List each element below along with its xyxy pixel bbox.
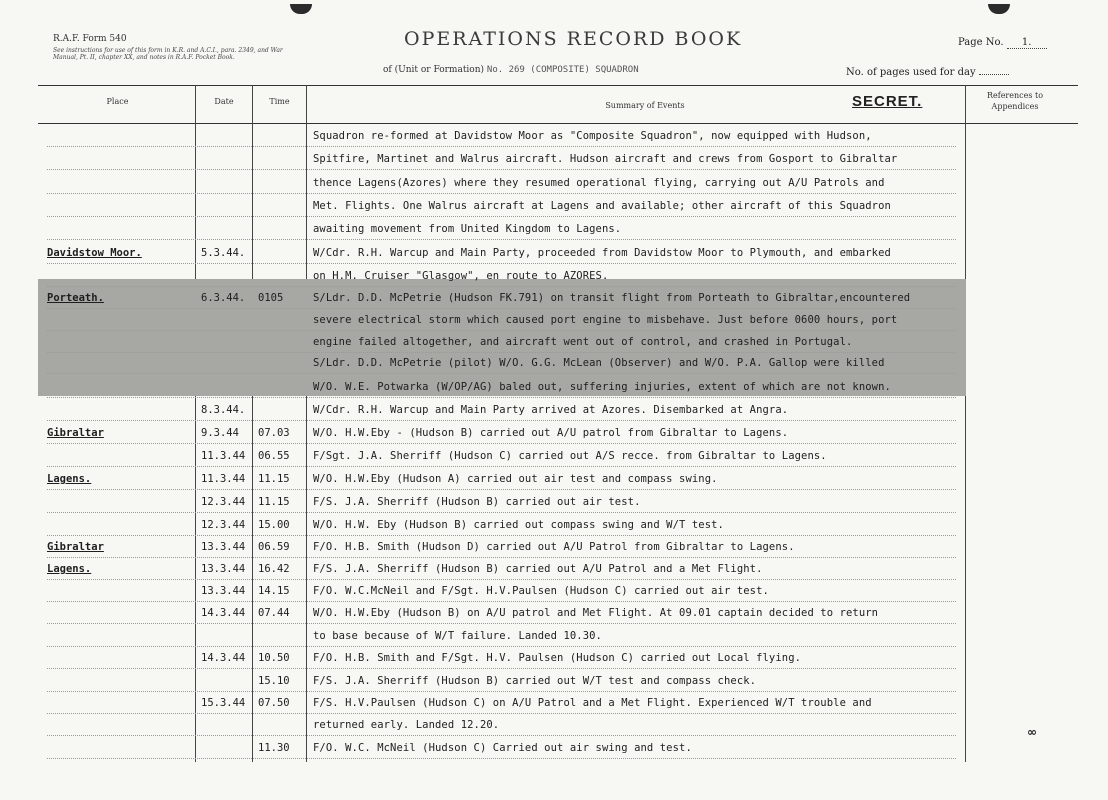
entry-summary: engine failed altogether, and aircraft went out of control, and crashed in Portugal. bbox=[313, 336, 853, 348]
row-rule bbox=[47, 535, 956, 536]
entry-time: 14.15 bbox=[258, 585, 290, 597]
entry-summary: W/O. H.W.Eby (Hudson B) on A/U patrol and Met Flight. At 09.01 captain decided to return bbox=[313, 607, 879, 619]
entry-place: Davidstow Moor. bbox=[47, 247, 142, 259]
entry-date: 9.3.44 bbox=[201, 427, 239, 439]
punch-hole bbox=[988, 4, 1010, 14]
entry-summary: W/O. H.W. Eby (Hudson B) carried out compass swing and W/T test. bbox=[313, 519, 724, 531]
entry-summary: F/S. J.A. Sherriff (Hudson B) carried out W/T test and compass check. bbox=[313, 675, 757, 687]
row-rule bbox=[47, 373, 956, 374]
entry-summary: awaiting movement from United Kingdom to Lagens. bbox=[313, 223, 622, 235]
row-rule bbox=[47, 308, 956, 309]
unit-value: No. 269 (COMPOSITE) SQUADRON bbox=[486, 65, 639, 75]
entry-date: 13.3.44 bbox=[201, 541, 246, 553]
row-rule bbox=[47, 601, 956, 602]
row-rule bbox=[47, 735, 956, 736]
entry-date: 11.3.44 bbox=[201, 473, 246, 485]
entry-date: 14.3.44 bbox=[201, 652, 246, 664]
pages-used-field bbox=[846, 67, 1009, 78]
entry-time: 07.03 bbox=[258, 427, 290, 439]
row-rule bbox=[47, 239, 956, 240]
row-rule bbox=[47, 758, 956, 759]
entry-summary: F/O. H.B. Smith (Hudson D) carried out A/U Patrol from Gibraltar to Lagens. bbox=[313, 541, 795, 553]
entry-date: 13.3.44 bbox=[201, 585, 246, 597]
column-divider bbox=[306, 85, 307, 762]
row-rule bbox=[47, 623, 956, 624]
entry-summary: W/O. H.W.Eby - (Hudson B) carried out A/U patrol from Gibraltar to Lagens. bbox=[313, 427, 789, 439]
entry-summary: F/Sgt. J.A. Sherriff (Hudson C) carried out A/S recce. from Gibraltar to Lagens. bbox=[313, 450, 827, 462]
entry-time: 16.42 bbox=[258, 563, 290, 575]
punch-hole bbox=[290, 4, 312, 14]
entry-summary: F/O. W.C.McNeil and F/Sgt. H.V.Paulsen (Hudson C) carried out air test. bbox=[313, 585, 769, 597]
row-rule bbox=[47, 397, 956, 398]
entry-time: 15.00 bbox=[258, 519, 290, 531]
entry-summary: W/Cdr. R.H. Warcup and Main Party, proceeded from Davidstow Moor to Plymouth, and embarked bbox=[313, 247, 891, 259]
entry-summary: Met. Flights. One Walrus aircraft at Lagens and available; other aircraft of this Squadron bbox=[313, 200, 891, 212]
row-rule bbox=[47, 646, 956, 647]
entry-date: 15.3.44 bbox=[201, 697, 246, 709]
entry-date: 14.3.44 bbox=[201, 607, 246, 619]
entry-summary: Squadron re-formed at Davidstow Moor as "Composite Squadron", now equipped with Hudson, bbox=[313, 130, 872, 142]
entry-date: 12.3.44 bbox=[201, 496, 246, 508]
column-header-summary: Summary of Events bbox=[605, 101, 685, 110]
row-rule bbox=[47, 512, 956, 513]
table-top-rule bbox=[38, 85, 1078, 86]
form-instructions: See instructions for use of this form in K.R. and A.C.I., para. 2349, and War Manual, Pt. II, chapter XX, and notes in R.A.F. Pocket Book. bbox=[53, 47, 283, 61]
row-rule bbox=[47, 466, 956, 467]
column-header-time: Time bbox=[269, 97, 290, 106]
entry-summary: W/O. W.E. Potwarka (W/OP/AG) baled out, suffering injuries, extent of which are not known. bbox=[313, 381, 891, 393]
entry-summary: to base because of W/T failure. Landed 10.30. bbox=[313, 630, 602, 642]
entry-time: 10.50 bbox=[258, 652, 290, 664]
row-rule bbox=[47, 146, 956, 147]
entry-place: Porteath. bbox=[47, 292, 104, 304]
entry-time: 11.15 bbox=[258, 496, 290, 508]
page-number-field bbox=[958, 37, 1047, 49]
page-number-value: 1. bbox=[1007, 37, 1047, 49]
entry-summary: W/O. H.W.Eby (Hudson A) carried out air test and compass swing. bbox=[313, 473, 718, 485]
page-title: OPERATIONS RECORD BOOK bbox=[404, 28, 743, 50]
entry-time: 0105 bbox=[258, 292, 284, 304]
entry-date: 11.3.44 bbox=[201, 450, 246, 462]
column-header-place: Place bbox=[106, 97, 129, 106]
unit-label: of (Unit or Formation) bbox=[383, 65, 485, 75]
entry-time: 06.55 bbox=[258, 450, 290, 462]
column-divider bbox=[965, 85, 966, 762]
row-rule bbox=[47, 668, 956, 669]
entry-summary: F/O. H.B. Smith and F/Sgt. H.V. Paulsen (Hudson C) carried out Local flying. bbox=[313, 652, 802, 664]
entry-date: 13.3.44 bbox=[201, 563, 246, 575]
entry-place: Gibraltar bbox=[47, 541, 104, 553]
entry-summary: S/Ldr. D.D. McPetrie (pilot) W/O. G.G. McLean (Observer) and W/O. P.A. Gallop were killed bbox=[313, 357, 885, 369]
entry-summary: F/O. W.C. McNeil (Hudson C) Carried out air swing and test. bbox=[313, 742, 692, 754]
row-rule bbox=[47, 330, 956, 331]
entry-summary: W/Cdr. R.H. Warcup and Main Party arrived at Azores. Disembarked at Angra. bbox=[313, 404, 789, 416]
row-rule bbox=[47, 443, 956, 444]
entry-summary: F/S. J.A. Sherriff (Hudson B) carried out A/U Patrol and a Met Flight. bbox=[313, 563, 763, 575]
entry-time: 07.44 bbox=[258, 607, 290, 619]
header-rule bbox=[38, 123, 1078, 124]
row-rule bbox=[47, 691, 956, 692]
row-rule bbox=[47, 489, 956, 490]
entry-date: 8.3.44. bbox=[201, 404, 246, 416]
margin-mark: ∞ bbox=[1027, 725, 1037, 739]
unit-line bbox=[383, 65, 639, 75]
row-rule bbox=[47, 557, 956, 558]
entry-summary: returned early. Landed 12.20. bbox=[313, 719, 500, 731]
entry-place: Lagens. bbox=[47, 473, 92, 485]
pages-used-blank bbox=[979, 74, 1009, 75]
column-header-references: References to Appendices bbox=[986, 91, 1044, 111]
secret-stamp: SECRET. bbox=[852, 93, 923, 110]
entry-place: Gibraltar bbox=[47, 427, 104, 439]
entry-summary: thence Lagens(Azores) where they resumed operational flying, carrying out A/U Patrols and bbox=[313, 177, 885, 189]
entry-place: Lagens. bbox=[47, 563, 92, 575]
entry-summary: S/Ldr. D.D. McPetrie (Hudson FK.791) on transit flight from Porteath to Gibraltar,encountered bbox=[313, 292, 911, 304]
row-rule bbox=[47, 286, 956, 287]
column-header-date: Date bbox=[214, 97, 234, 106]
entry-date: 5.3.44. bbox=[201, 247, 246, 259]
entry-time: 11.30 bbox=[258, 742, 290, 754]
column-divider bbox=[195, 85, 196, 762]
row-rule bbox=[47, 193, 956, 194]
entry-summary: on H.M. Cruiser "Glasgow", en route to AZORES. bbox=[313, 270, 609, 282]
entry-summary: F/S. J.A. Sherriff (Hudson B) carried out air test. bbox=[313, 496, 641, 508]
entry-summary: severe electrical storm which caused port engine to misbehave. Just before 0600 hours, port bbox=[313, 314, 898, 326]
row-rule bbox=[47, 713, 956, 714]
row-rule bbox=[47, 169, 956, 170]
row-rule bbox=[47, 420, 956, 421]
row-rule bbox=[47, 579, 956, 580]
entry-time: 06.59 bbox=[258, 541, 290, 553]
entry-time: 15.10 bbox=[258, 675, 290, 687]
row-rule bbox=[47, 352, 956, 353]
pages-used-label: No. of pages used for day bbox=[846, 67, 976, 78]
page-number-label: Page No. bbox=[958, 37, 1004, 48]
entry-summary: F/S. H.V.Paulsen (Hudson C) on A/U Patrol and a Met Flight. Experienced W/T trouble and bbox=[313, 697, 872, 709]
entry-time: 07.50 bbox=[258, 697, 290, 709]
entry-date: 12.3.44 bbox=[201, 519, 246, 531]
entry-summary: Spitfire, Martinet and Walrus aircraft. Hudson aircraft and crews from Gosport to Gibraltar bbox=[313, 153, 898, 165]
row-rule bbox=[47, 216, 956, 217]
entry-date: 6.3.44. bbox=[201, 292, 246, 304]
row-rule bbox=[47, 263, 956, 264]
form-number: R.A.F. Form 540 bbox=[53, 34, 127, 44]
entry-time: 11.15 bbox=[258, 473, 290, 485]
